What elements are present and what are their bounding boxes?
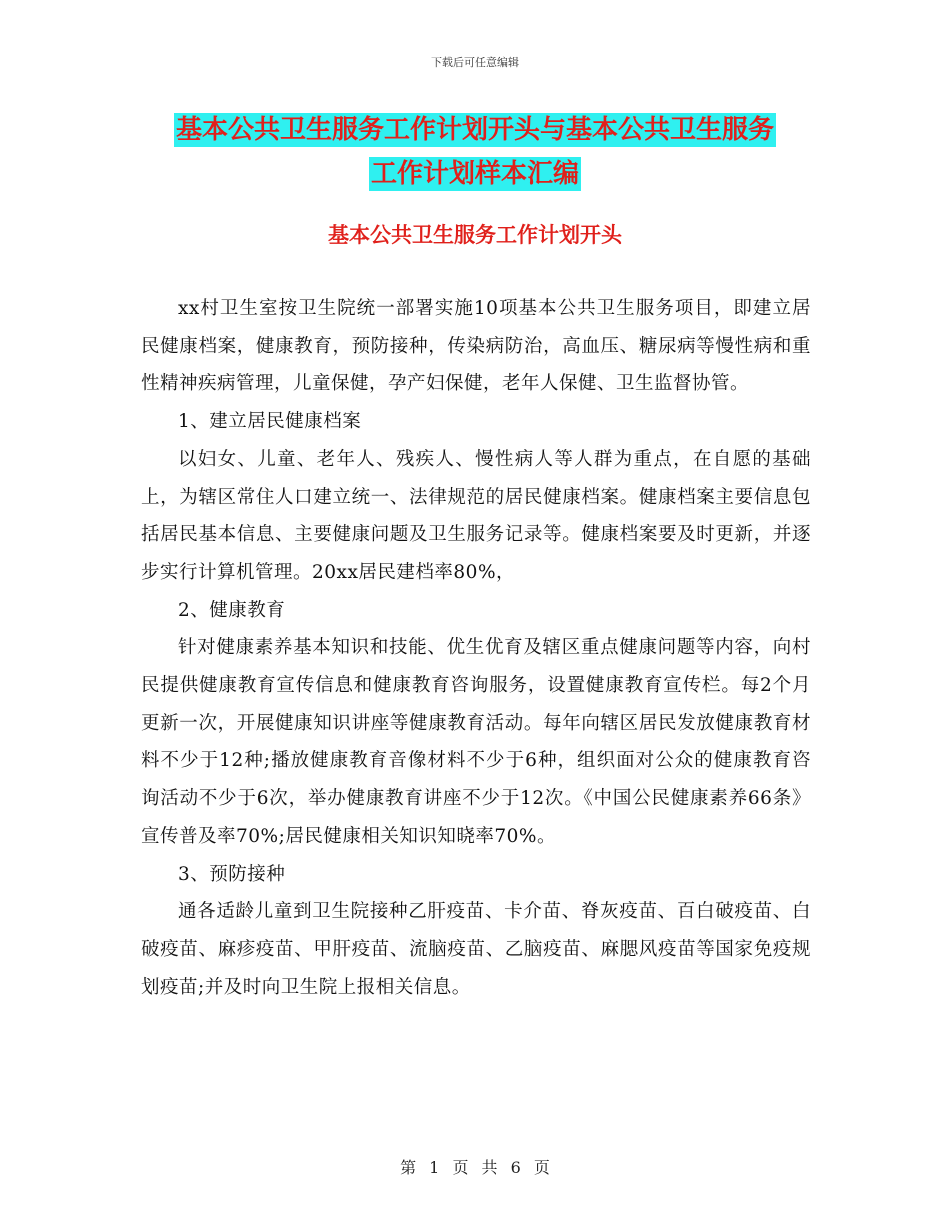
- subheading-vaccination: 3、预防接种: [178, 863, 286, 885]
- body-paragraph: 以妇女、儿童、老年人、残疾人、慢性病人等人群为重点，在自愿的基础上，为辖区常住人口建立统一、法律规范的居民健康档案。健康档案主要信息包括居民基本信息、主要健康问题及卫生服务记录等。健康档案要及时更新，并逐步实行计算机管理。20xx居民建档率80%，: [141, 448, 811, 583]
- document-title: [140, 108, 810, 196]
- document-title-line2: 工作计划样本汇编: [370, 159, 579, 189]
- document-title-line1: 基本公共卫生服务工作计划开头与基本公共卫生服务: [175, 115, 774, 145]
- body-paragraph: 针对健康素养基本知识和技能、优生优育及辖区重点健康问题等内容，向村民提供健康教育宣传信息和健康教育咨询服务，设置健康教育宣传栏。每2个月更新一次，开展健康知识讲座等健康教育活动。每年向辖区居民发放健康教育材料不少于12种;播放健康教育音像材料不少于6种，组织面对公众的健康教育咨询活动不少于6次，举办健康教育讲座不少于12次。《中国公民健康素养66条》宣传普及率70%;居民健康相关知识知晓率70%。: [141, 637, 811, 847]
- body-paragraph: 通各适龄儿童到卫生院接种乙肝疫苗、卡介苗、脊灰疫苗、百白破疫苗、白破疫苗、麻疹疫苗、甲肝疫苗、流脑疫苗、乙脑疫苗、麻腮风疫苗等国家免疫规划疫苗;并及时向卫生院上报相关信息。: [141, 901, 811, 998]
- subheading-health-education: 2、健康教育: [178, 599, 286, 621]
- subheading-health-records: 1、建立居民健康档案: [178, 411, 362, 433]
- document-body: [141, 290, 811, 1006]
- page-footer: 第 1 页 共 6 页: [400, 1158, 550, 1177]
- section-heading: 基本公共卫生服务工作计划开头: [328, 223, 622, 247]
- header-note: 下载后可任意编辑: [431, 56, 519, 69]
- body-paragraph: xx村卫生室按卫生院统一部署实施10项基本公共卫生服务项目，即建立居民健康档案，健康教育，预防接种，传染病防治，高血压、糖尿病等慢性病和重性精神疾病管理，儿童保健，孕产妇保健，老年人保健、卫生监督协管。: [141, 298, 811, 395]
